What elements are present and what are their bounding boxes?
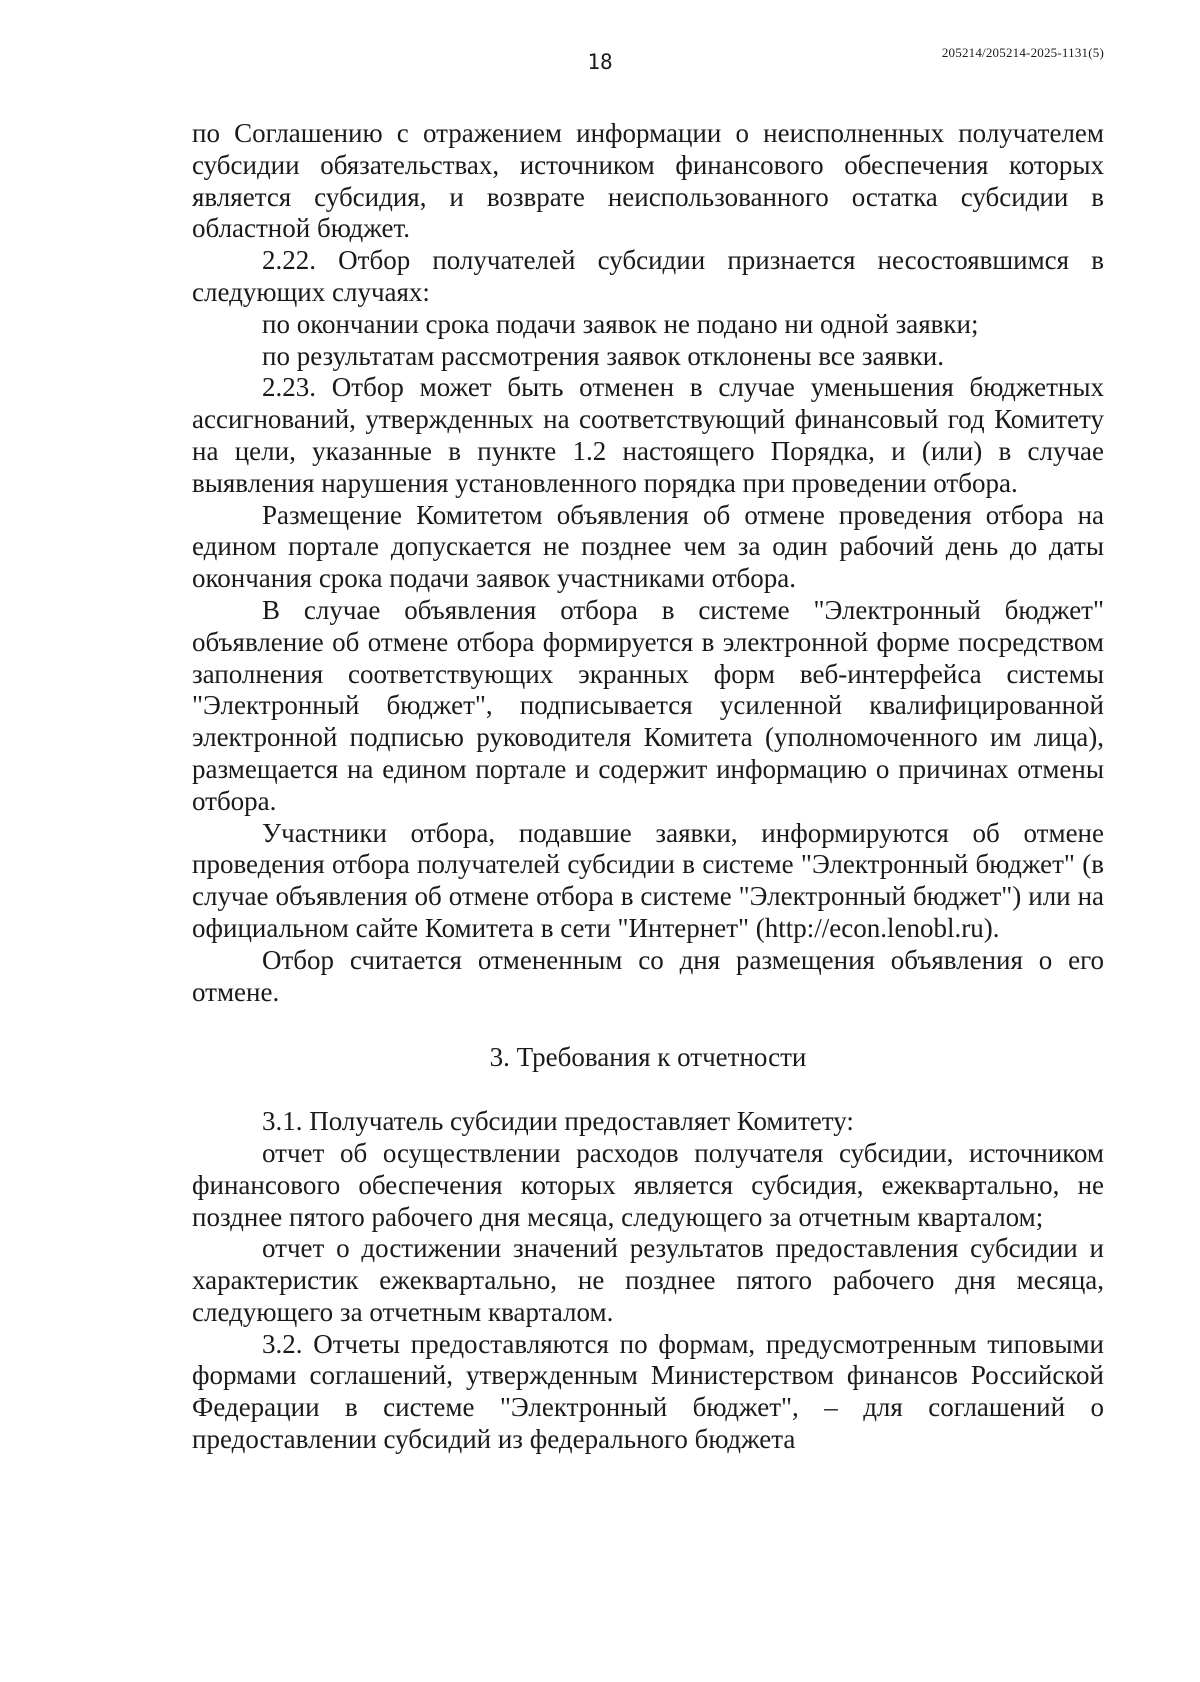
paragraph: Участники отбора, подавшие заявки, информируются об отмене проведения отбора получателей субсидии в системе "Электронный бюджет" (в случае объявления об отмене отбора в системе "Электронный бюджет") или на официальном сайте Комитета в сети "Интернет" (http://econ.lenobl.ru). (192, 817, 1104, 943)
list-item: по результатам рассмотрения заявок отклонены все заявки. (262, 340, 944, 371)
section-title: 3. Требования к отчетности (489, 1042, 807, 1073)
document-body (192, 118, 1104, 1456)
paragraph: по Соглашению с отражением информации о неисполненных получателем субсидии обязательствах, источником финансового обеспечения которых является субсидия, и возврате неиспользованного остатка субсидии в областной бюджет. (192, 118, 1104, 244)
page-number: 18 (587, 50, 613, 74)
paragraph: Размещение Комитетом объявления об отмене проведения отбора на едином портале допускается не позднее чем за один рабочий день до даты окончания срока подачи заявок участниками отбора. (192, 499, 1104, 594)
paragraph: 3.2. Отчеты предоставляются по формам, предусмотренным типовыми формами соглашений, утвержденным Министерством финансов Российской Федерации в системе "Электронный бюджет", – для соглашений о предоставлении субсидий из федерального бюджета (192, 1328, 1104, 1455)
paragraph: Отбор считается отмененным со дня размещения объявления о его отмене. (192, 944, 1104, 1007)
paragraph: 3.1. Получатель субсидии предоставляет Комитету: (262, 1106, 854, 1137)
list-item: по окончании срока подачи заявок не подано ни одной заявки; (262, 308, 979, 339)
paragraph: 2.23. Отбор может быть отменен в случае уменьшения бюджетных ассигнований, утвержденных на соответствующий финансовый год Комитету на цели, указанные в пункте 1.2 настоящего Порядка, и (или) в случае выявления нарушения установленного порядка при проведении отбора. (192, 372, 1104, 498)
paragraph: отчет о достижении значений результатов предоставления субсидии и характеристик ежеквартально, не позднее пятого рабочего дня месяца, следующего за отчетным кварталом. (192, 1233, 1104, 1327)
paragraph: В случае объявления отбора в системе "Электронный бюджет" объявление об отмене отбора формируется в электронной форме посредством заполнения соответствующих экранных форм веб-интерфейса системы "Электронный бюджет", подписывается усиленной квалифицированной электронной подписью руководителя Комитета (уполномоченного им лица), размещается на едином портале и содержит информацию о причинах отмены отбора. (192, 594, 1104, 816)
paragraph: отчет об осуществлении расходов получателя субсидии, источником финансового обеспечения которых является субсидия, ежеквартально, не позднее пятого рабочего дня месяца, следующего за отчетным кварталом; (192, 1137, 1104, 1232)
document-id: 205214/205214-2025-1131(5) (941, 45, 1104, 60)
paragraph: 2.22. Отбор получателей субсидии признается несостоявшимся в следующих случаях: (192, 245, 1104, 307)
